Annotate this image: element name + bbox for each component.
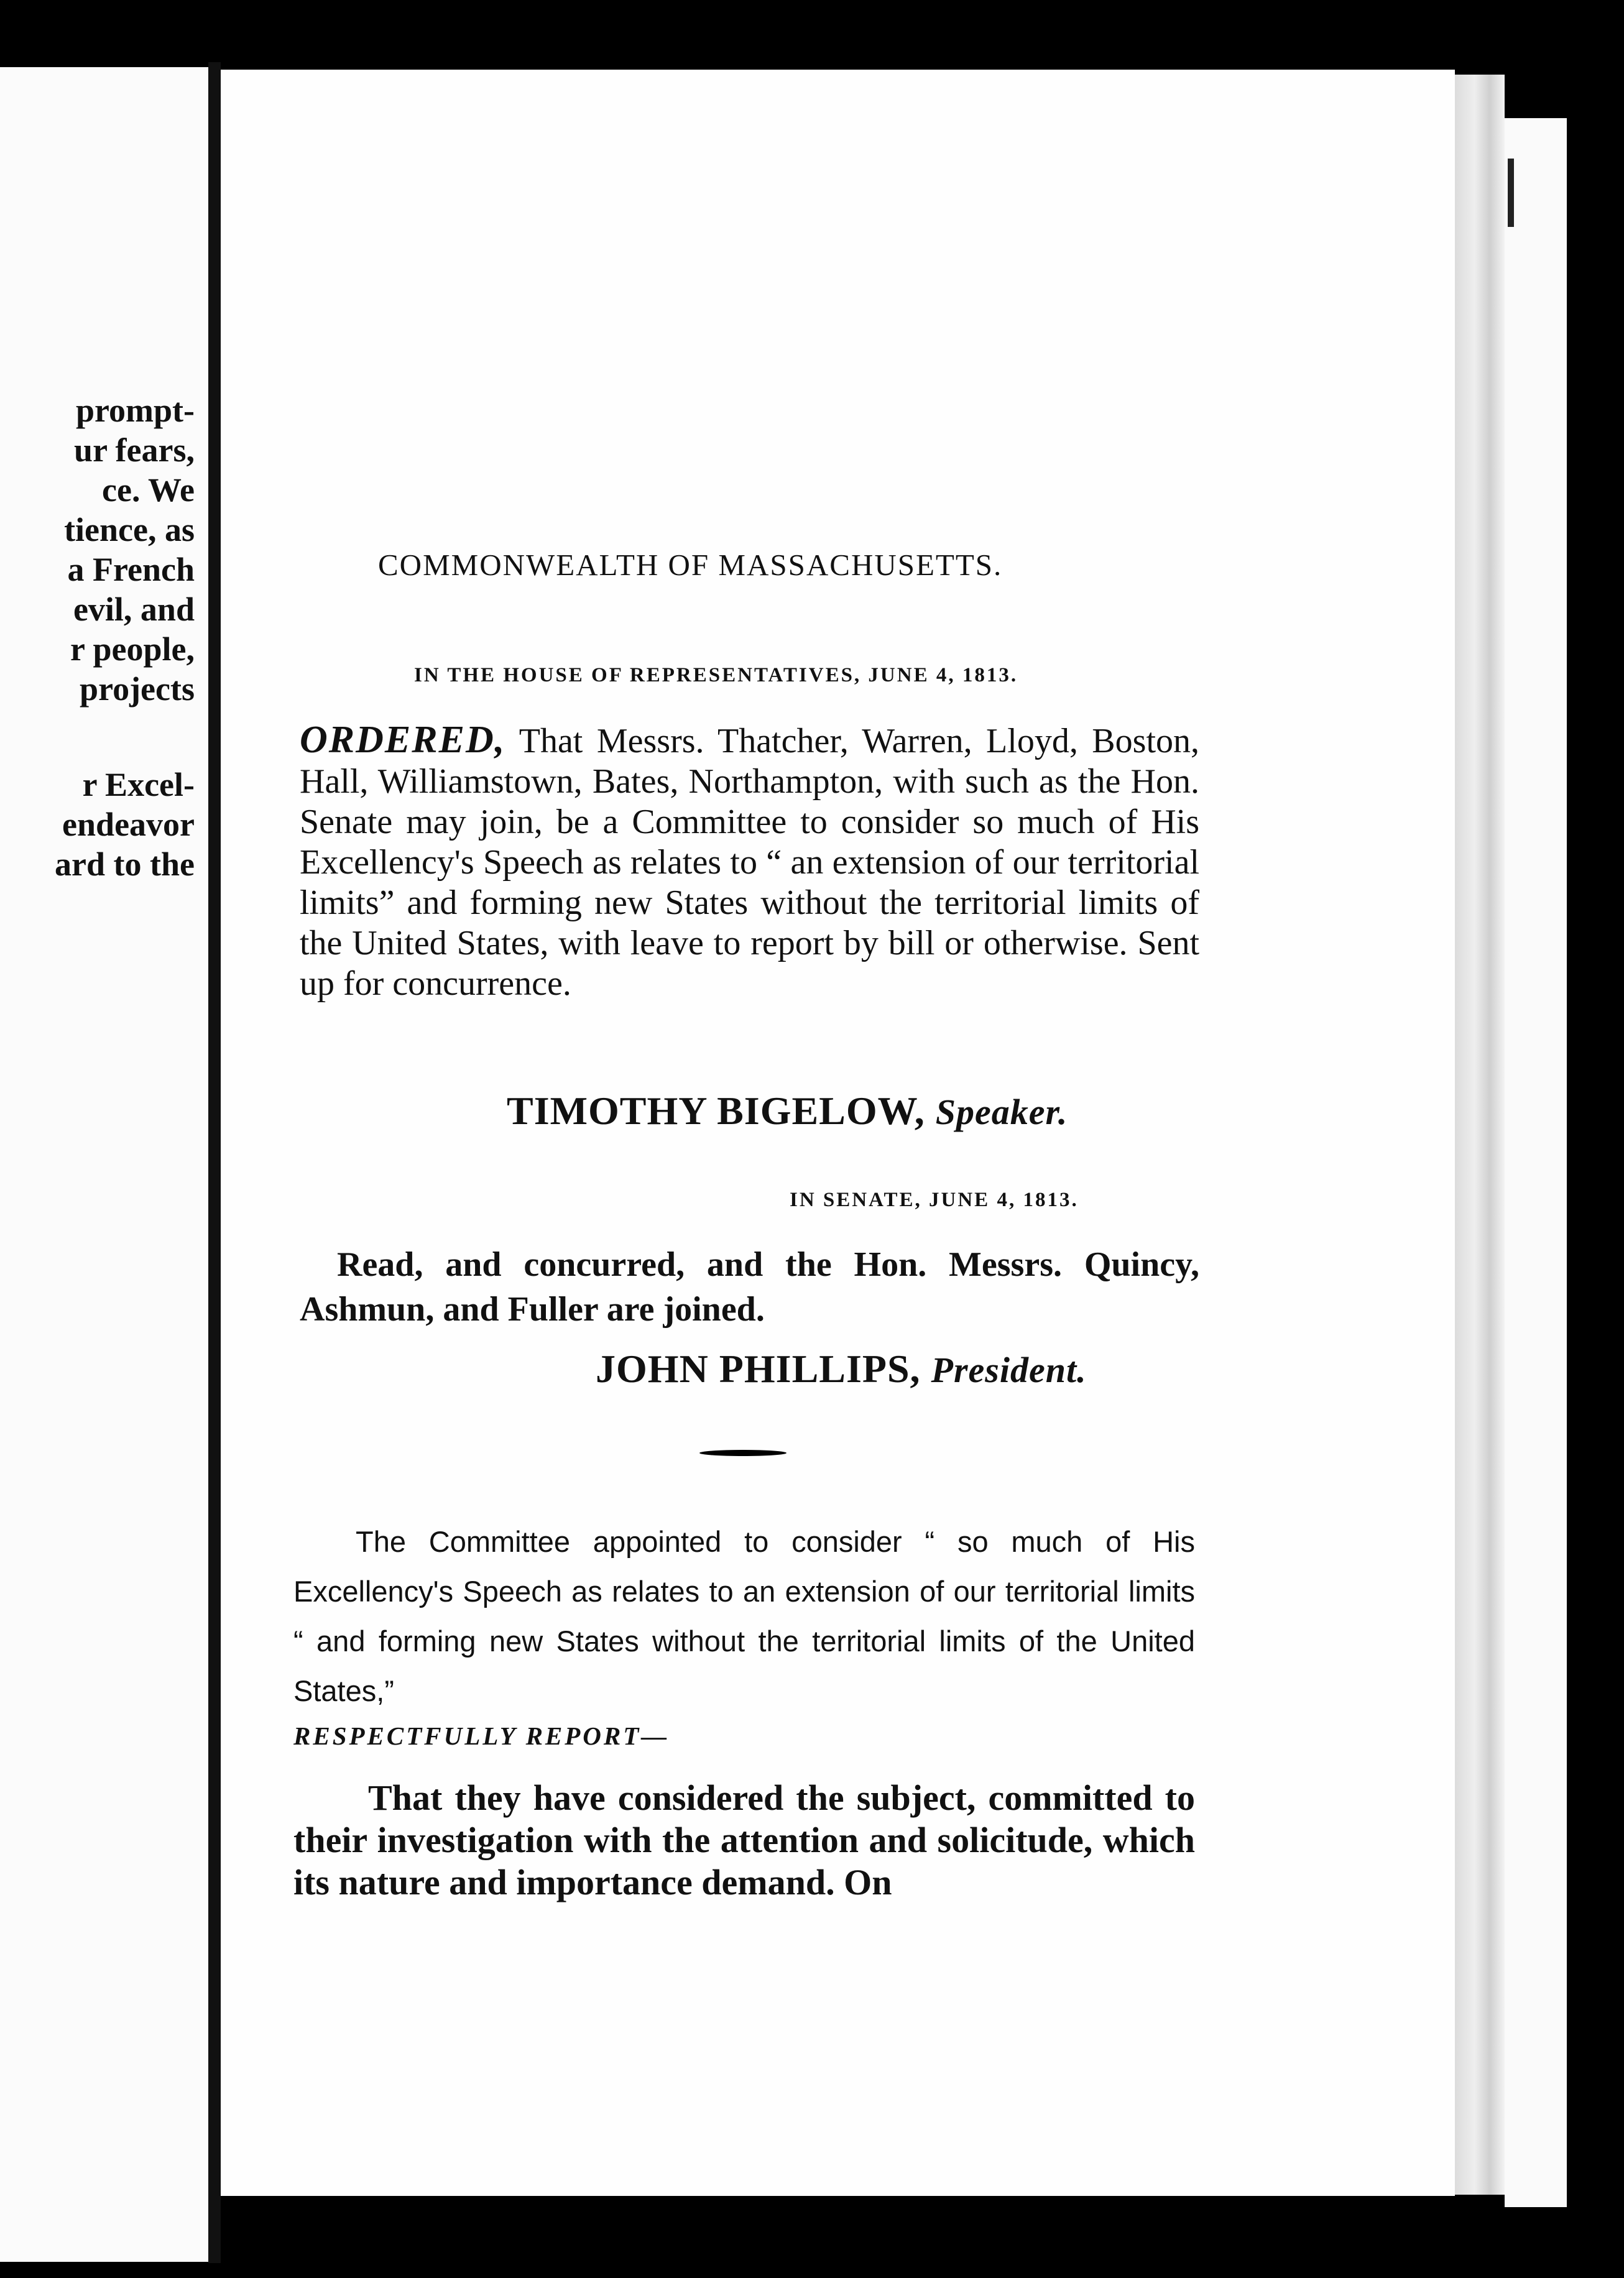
order-paragraph	[300, 720, 1199, 1004]
president-name: JOHN PHILLIPS,	[596, 1347, 921, 1391]
page-edge-outer	[1505, 118, 1567, 2207]
speaker-signature	[507, 1088, 1624, 1134]
left-line: a French	[67, 551, 195, 588]
left-page-text	[55, 390, 195, 884]
committee-paragraph: The Committee appointed to consider “ so much of His Excellency's Speech as relates to an extension of our territorial limits “ and forming new States without the territorial limits of the United States,”	[293, 1525, 1195, 1707]
left-gap	[55, 709, 195, 765]
president-role: President.	[931, 1350, 1087, 1390]
edge-mark	[1508, 159, 1514, 227]
left-line: ce. We	[102, 471, 195, 509]
left-line: projects	[80, 670, 195, 708]
senate-dateline: IN SENATE, JUNE 4, 1813.	[790, 1189, 1079, 1211]
respectfully-report-heading: RESPECTFULLY REPORT—	[293, 1722, 670, 1750]
book-spine	[208, 62, 221, 2263]
left-line: r Excel-	[82, 766, 195, 803]
left-line: evil, and	[73, 591, 195, 628]
report-paragraph: That they have considered the subject, committed to their investigation with the attention and solicitude, which its nature and importance demand. On	[293, 1778, 1195, 1902]
left-line: prompt-	[75, 392, 195, 429]
president-signature	[596, 1346, 1087, 1392]
left-page-fragment	[0, 67, 208, 2262]
speaker-role: Speaker.	[935, 1092, 1068, 1132]
left-line: ard to the	[55, 846, 195, 883]
document-heading: COMMONWEALTH OF MASSACHUSETTS.	[378, 548, 1003, 582]
senate-paragraph: Read, and concurred, and the Hon. Messrs. Quincy, Ashmun, and Fuller are joined.	[300, 1245, 1199, 1329]
section-divider	[699, 1450, 787, 1456]
left-line: tience, as	[64, 511, 195, 548]
speaker-name: TIMOTHY BIGELOW,	[507, 1089, 925, 1133]
left-line: r people,	[70, 630, 195, 668]
order-text: That Messrs. Thatcher, Warren, Lloyd, Boston, Hall, Williamstown, Bates, Northampton, with such as the Hon. Senate may join, be a Committee to consider so much of His Excellency's Speech as relates to “ an extension of our territorial limits” and forming new States without the territorial limits of the United States, with leave to report by bill or otherwise. Sent up for concurrence.	[300, 722, 1200, 1003]
house-dateline: IN THE HOUSE OF REPRESENTATIVES, JUNE 4, 1813.	[414, 664, 1018, 686]
left-line: endeavor	[62, 806, 195, 843]
page-edge	[1455, 75, 1505, 2195]
ordered-word: ORDERED,	[300, 719, 506, 761]
left-line: ur fears,	[74, 431, 195, 469]
